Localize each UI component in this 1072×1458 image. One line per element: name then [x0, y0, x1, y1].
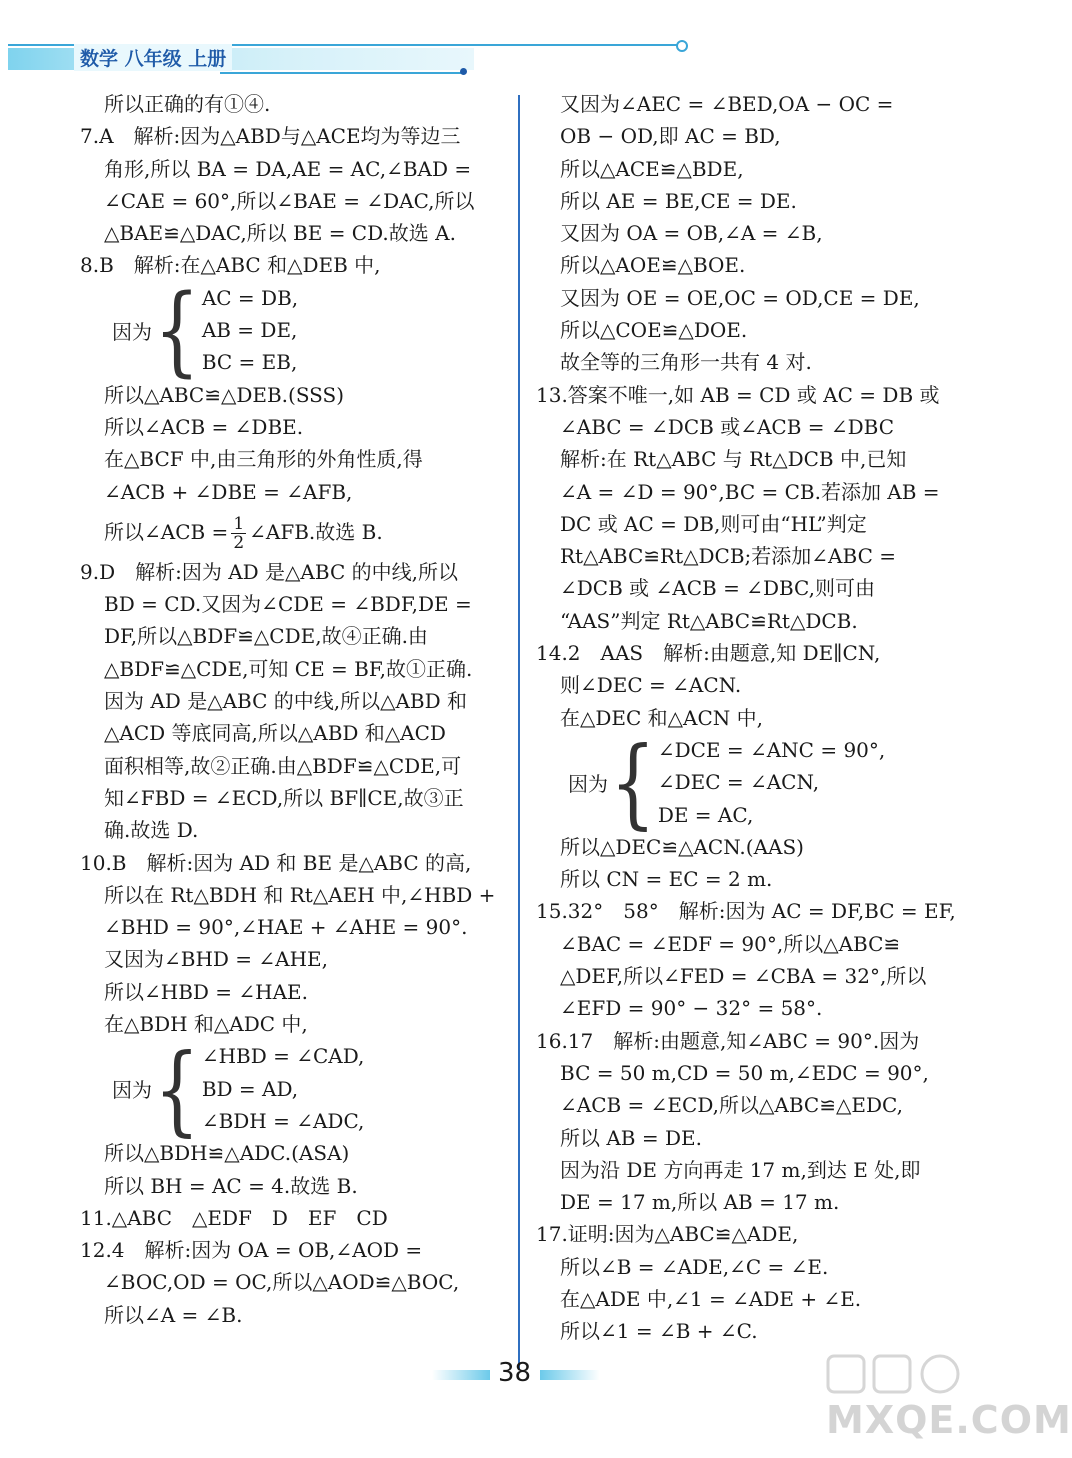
fraction	[231, 515, 246, 552]
text-line: 7.A 解析:因为△ABD与△ACE均为等边三	[80, 124, 461, 149]
text-line: 又因为 OE = OE,OC = OD,CE = DE,	[560, 285, 920, 310]
text-line: 又因为∠BHD = ∠AHE,	[104, 947, 329, 972]
equation-system	[80, 1032, 508, 1146]
text-line: 所以△COE≌△DOE.	[560, 318, 748, 343]
left-brace-icon: {	[154, 1032, 200, 1146]
fraction-prefix: 所以∠ACB =	[104, 519, 229, 544]
page-number: 38	[498, 1358, 532, 1388]
text-line: ∠ABC = ∠DCB 或∠ACB = ∠DBC	[560, 414, 895, 439]
text-line: BD = CD.又因为∠CDE = ∠BDF,DE =	[104, 592, 472, 617]
equation-lines	[202, 1040, 365, 1137]
equation-line: BC = EB,	[201, 350, 298, 375]
equation-line: ∠BDH = ∠ADC,	[201, 1108, 365, 1133]
fraction-numerator: 1	[233, 513, 245, 534]
text-line: 则∠DEC = ∠ACN.	[560, 673, 742, 698]
brace-label: 因为	[112, 319, 152, 344]
text-line: 在△ADE 中,∠1 = ∠ADE + ∠E.	[560, 1286, 862, 1311]
left-brace-icon: {	[154, 273, 200, 387]
text-line: 故全等的三角形一共有 4 对.	[560, 350, 812, 375]
text-line: △DEF,所以∠FED = ∠CBA = 32°,所以	[560, 964, 927, 989]
text-line: 所以∠ACB = ∠DBE.	[104, 414, 304, 439]
text-line: 所以 BH = AC = 4.故选 B.	[104, 1173, 358, 1198]
text-line: 在△BDH 和△ADC 中,	[104, 1012, 308, 1037]
equation-lines	[202, 282, 298, 379]
right-column	[536, 88, 966, 1348]
column-divider	[518, 95, 520, 1370]
page-footer	[432, 1358, 612, 1392]
equation-line: AB = DE,	[201, 318, 298, 343]
text-line: ∠ACB = ∠ECD,所以△ABC≌△EDC,	[560, 1093, 903, 1118]
text-line: 在△DEC 和△ACN 中,	[560, 705, 764, 730]
text-line: 10.B 解析:因为 AD 和 BE 是△ABC 的高,	[80, 850, 472, 875]
equation-line: BD = AD,	[201, 1076, 299, 1101]
text-line: 所以△ACE≌△BDE,	[560, 156, 744, 181]
text-line: 面积相等,故②正确.由△BDF≌△CDE,可	[104, 753, 462, 778]
text-line: 角形,所以 BA = DA,AE = AC,∠BAD =	[104, 156, 472, 181]
text-line: Rt△ABC≌Rt△DCB;若添加∠ABC =	[560, 544, 896, 569]
text-line: 13.答案不唯一,如 AB = CD 或 AC = DB 或	[536, 382, 940, 407]
text-line: 所以∠B = ∠ADE,∠C = ∠E.	[560, 1254, 829, 1279]
book-title: 数学 八年级 上册	[74, 44, 232, 71]
footer-band-left	[432, 1370, 490, 1380]
header-rule-end-dot	[676, 40, 688, 52]
text-line: 9.D 解析:因为 AD 是△ABC 的中线,所以	[80, 559, 458, 584]
text-line: △BDF≌△CDE,可知 CE = BF,故①正确.	[104, 656, 473, 681]
text-line: 确.故选 D.	[104, 818, 199, 843]
equation-system	[536, 725, 966, 840]
text-line: 16.17 解析:由题意,知∠ABC = 90°.因为	[536, 1028, 920, 1053]
text-line: 14.2 AAS 解析:由题意,知 DE∥CN,	[536, 641, 881, 666]
text-line: ∠DCB 或 ∠ACB = ∠DBC,则可由	[560, 576, 875, 601]
fraction-suffix: ∠AFB.故选 B.	[249, 519, 383, 544]
header-underline-dot	[460, 68, 467, 75]
text-line: BC = 50 m,CD = 50 m,∠EDC = 90°,	[560, 1060, 929, 1085]
text-line: ∠ACB + ∠DBE = ∠AFB,	[104, 479, 353, 504]
text-line: 所以 AE = BE,CE = DE.	[560, 188, 797, 213]
equation-line: AC = DB,	[201, 285, 299, 310]
text-line: 因为 AD 是△ABC 的中线,所以△ABD 和	[104, 689, 468, 714]
text-line: △BAE≌△DAC,所以 BE = CD.故选 A.	[104, 221, 456, 246]
text-line: 所以 AB = DE.	[560, 1125, 702, 1150]
text-line: 所以△AOE≌△BOE.	[560, 253, 746, 278]
text-line: 所以在 Rt△BDH 和 Rt△AEH 中,∠HBD +	[104, 882, 496, 907]
text-line: DC 或 AC = DB,则可由“HL”判定	[560, 511, 867, 536]
text-line: ∠BAC = ∠EDF = 90°,所以△ABC≌	[560, 931, 901, 956]
text-line: ∠BHD = 90°,∠HAE + ∠AHE = 90°.	[104, 915, 468, 940]
text-line: DE = 17 m,所以 AB = 17 m.	[560, 1190, 840, 1215]
text-line: 所以∠1 = ∠B + ∠C.	[560, 1319, 758, 1344]
text-line: 解析:在 Rt△ABC 与 Rt△DCB 中,已知	[560, 447, 907, 472]
text-line: “AAS”判定 Rt△ABC≌Rt△DCB.	[560, 608, 858, 633]
text-line: 12.4 解析:因为 OA = OB,∠AOD =	[80, 1238, 423, 1263]
left-column	[80, 88, 508, 1331]
header-underline	[220, 72, 464, 74]
text-line: 所以正确的有①④.	[104, 92, 271, 116]
text-line: 所以△DEC≌△ACN.(AAS)	[560, 834, 804, 859]
text-line: 8.B 解析:在△ABC 和△DEB 中,	[80, 253, 381, 278]
text-line: 11.△ABC △EDF D EF CD	[80, 1205, 388, 1230]
text-line: 15.32° 58° 解析:因为 AC = DF,BC = EF,	[536, 899, 956, 924]
text-line: ∠BOC,OD = OC,所以△AOD≌△BOC,	[104, 1270, 460, 1295]
text-line: △ACD 等底同高,所以△ABD 和△ACD	[104, 721, 446, 746]
text-line: 所以△BDH≌△ADC.(ASA)	[104, 1141, 350, 1166]
text-line: DF,所以△BDF≌△CDE,故④正确.由	[104, 624, 428, 649]
watermark-logo-icon	[826, 1352, 966, 1396]
text-line: 所以 CN = EC = 2 m.	[560, 867, 773, 892]
equation-lines	[658, 734, 885, 831]
equation-line: ∠HBD = ∠CAD,	[201, 1044, 365, 1069]
text-line: 所以∠HBD = ∠HAE.	[104, 979, 309, 1004]
text-line: 知∠FBD = ∠ECD,所以 BF∥CE,故③正	[104, 785, 464, 810]
left-brace-icon: {	[610, 725, 656, 840]
fraction-denominator: 2	[233, 532, 245, 553]
text-line: 又因为 OA = OB,∠A = ∠B,	[560, 221, 823, 246]
brace-label: 因为	[112, 1078, 152, 1103]
text-line: ∠A = ∠D = 90°,BC = CB.若添加 AB =	[560, 479, 940, 504]
text-line: ∠CAE = 60°,所以∠BAE = ∠DAC,所以	[104, 188, 475, 213]
text-line: 所以∠A = ∠B.	[104, 1302, 243, 1327]
text-line: ∠EFD = 90° − 32° = 58°.	[560, 996, 823, 1021]
text-line: OB − OD,即 AC = BD,	[560, 124, 781, 149]
text-line: 又因为∠AEC = ∠BED,OA − OC =	[560, 92, 894, 116]
footer-band-right	[540, 1370, 600, 1380]
equation-line: ∠DCE = ∠ANC = 90°,	[657, 737, 886, 762]
text-line: 所以△ABC≌△DEB.(SSS)	[104, 382, 345, 407]
watermark-text: MXQE.COM	[826, 1398, 1072, 1442]
equation-line: ∠DEC = ∠ACN,	[657, 770, 820, 795]
brace-label: 因为	[568, 771, 608, 796]
equation-line: DE = AC,	[657, 802, 754, 827]
text-line: 在△BCF 中,由三角形的外角性质,得	[104, 447, 423, 472]
equation-system	[80, 273, 508, 387]
page-header	[0, 38, 690, 78]
text-line-with-fraction	[80, 508, 508, 556]
text-line: 因为沿 DE 方向再走 17 m,到达 E 处,即	[560, 1157, 921, 1182]
text-line: 17.证明:因为△ABC≌△ADE,	[536, 1222, 799, 1247]
